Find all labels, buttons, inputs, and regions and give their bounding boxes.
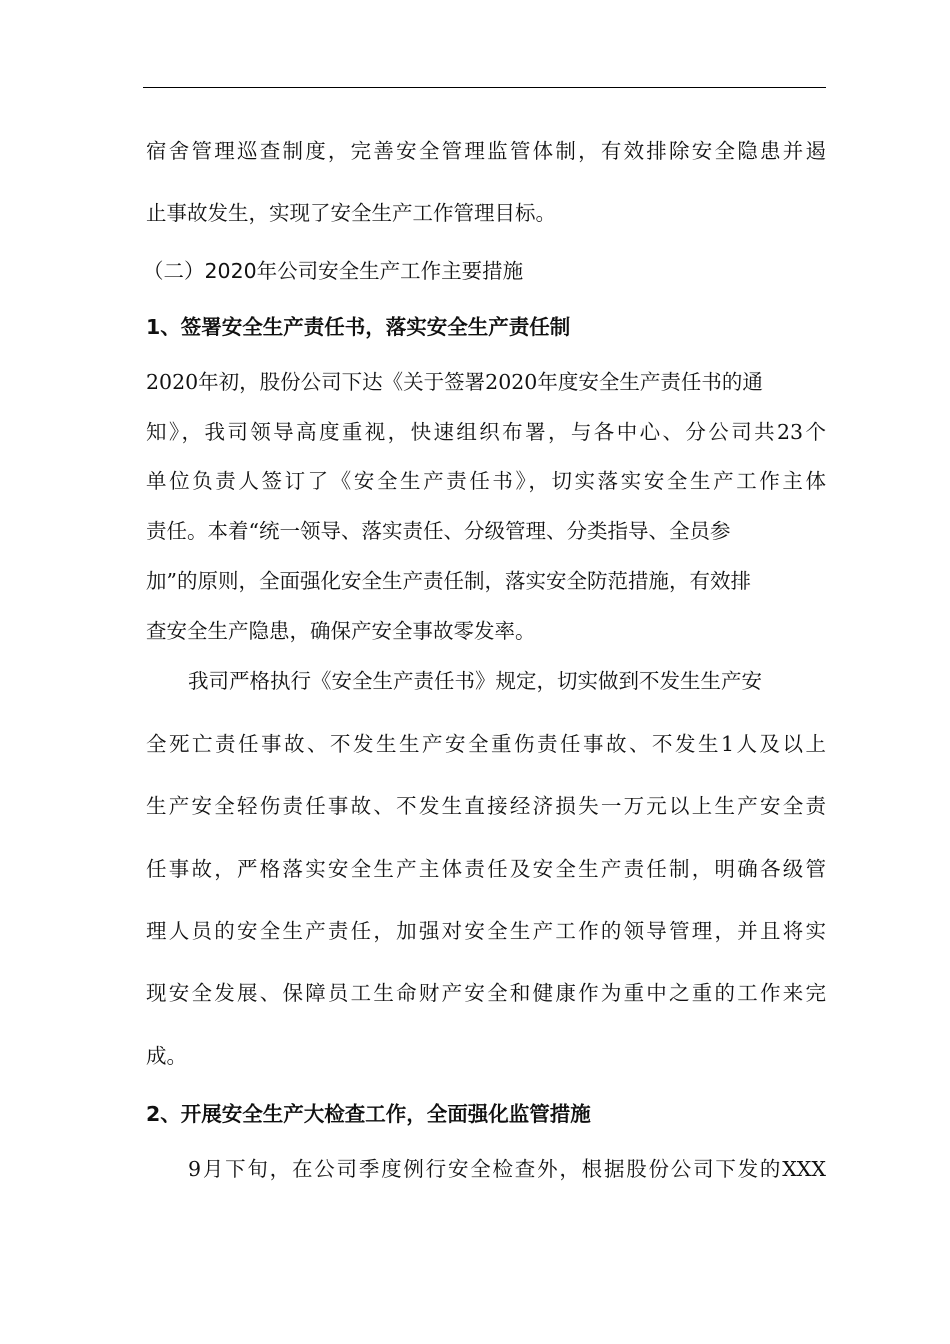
body-text-line: 加”的原则，全面强化安全生产责任制，落实安全防范措施，有效排 xyxy=(146,569,751,593)
body-text-line: 现安全发展、保障员工生命财产安全和健康作为重中之重的工作来完 xyxy=(146,981,826,1005)
body-text-line: 单位负责人签订了《安全生产责任书》，切实落实安全生产工作主体 xyxy=(146,469,826,493)
body-text-line: 2020年初，股份公司下达《关于签署2020年度安全生产责任书的通 xyxy=(146,370,763,394)
body-text-line: 成。 xyxy=(146,1044,187,1068)
subsection-heading: 2、开展安全生产大检查工作，全面强化监管措施 xyxy=(146,1102,591,1126)
body-text-line: 责任。本着“统一领导、落实责任、分级管理、分类指导、全员参 xyxy=(146,519,731,543)
subsection-heading: 1、签署安全生产责任书，落实安全生产责任制 xyxy=(146,315,571,339)
body-text-line: 任事故，严格落实安全生产主体责任及安全生产责任制，明确各级管 xyxy=(146,857,826,881)
body-text-line: 查安全生产隐患，确保产安全事故零发率。 xyxy=(146,619,536,643)
body-text-line: 宿舍管理巡查制度，完善安全管理监管体制，有效排除安全隐患并遏 xyxy=(146,139,826,163)
body-text-line: 生产安全轻伤责任事故、不发生直接经济损失一万元以上生产安全责 xyxy=(146,794,826,818)
body-text-line: 知》，我司领导高度重视，快速组织布署，与各中心、分公司共23个 xyxy=(146,420,826,444)
section-heading: （二）2020年公司安全生产工作主要措施 xyxy=(143,259,524,283)
body-text-line: 9月下旬，在公司季度例行安全检查外，根据股份公司下发的XXX xyxy=(188,1157,826,1181)
header-rule xyxy=(143,87,826,88)
body-text-line: 理人员的安全生产责任，加强对安全生产工作的领导管理，并且将实 xyxy=(146,919,826,943)
body-text-line: 全死亡责任事故、不发生生产安全重伤责任事故、不发生1人及以上 xyxy=(146,732,826,756)
body-text-line: 我司严格执行《安全生产责任书》规定，切实做到不发生生产安 xyxy=(188,669,762,693)
body-text-line: 止事故发生，实现了安全生产工作管理目标。 xyxy=(146,201,556,225)
